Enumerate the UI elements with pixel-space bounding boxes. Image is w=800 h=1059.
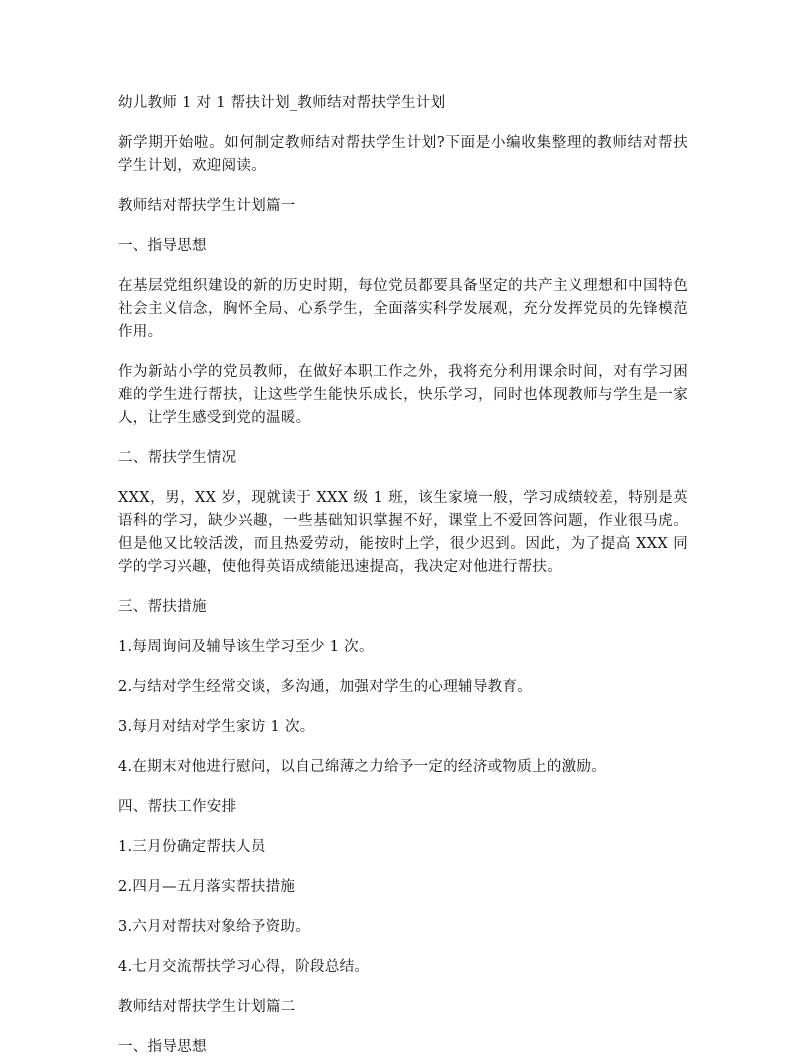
intro-paragraph: 新学期开始啦。如何制定教师结对帮扶学生计划?下面是小编收集整理的教师结对帮扶学生计划，欢迎阅读。 [118, 135, 688, 174]
part1-section2-paragraph: XXX，男，XX 岁，现就读于 XXX 级 1 班，该生家境一般，学习成绩较差，特别是英语科的学习，缺少兴趣，一些基础知识掌握不好，课堂上不爱回答问题，作业很马虎。但是他又比较活泼，而且热爱劳动，能按时上学，很少迟到。因此，为了提高 XXX 同学的学习兴趣，使他得英语成绩能迅速提高，我决定对他进行帮扶。 [118, 490, 688, 575]
schedule-item-3: 3.六月对帮扶对象给予资助。 [118, 919, 311, 935]
part1-section1-paragraph-2: 作为新站小学的党员教师，在做好本职工作之外，我将充分利用课余时间，对有学习困难的学生进行帮扶，让这些学生能快乐成长，快乐学习，同时也体现教师与学生是一家人，让学生感受到党的温暖。 [118, 364, 688, 426]
part1-title: 教师结对帮扶学生计划篇一 [118, 198, 296, 214]
measure-item-4: 4.在期末对他进行慰问，以自己绵薄之力给予一定的经济或物质上的激励。 [118, 759, 607, 775]
measure-item-1: 1.每周询问及辅导该生学习至少 1 次。 [118, 639, 374, 655]
part1-section1-paragraph-1: 在基层党组织建设的新的历史时期，每位党员都要具备坚定的共产主义理想和中国特色社会主义信念，胸怀全局、心系学生，全面落实科学发展观，充分发挥党员的先锋模范作用。 [118, 278, 688, 340]
part2-title: 教师结对帮扶学生计划篇二 [118, 999, 296, 1015]
measure-item-3: 3.每月对结对学生家访 1 次。 [118, 719, 315, 735]
schedule-item-2: 2.四月—五月落实帮扶措施 [118, 879, 296, 895]
part1-section2-heading: 二、帮扶学生情况 [118, 450, 237, 466]
document-title: 幼儿教师 1 对 1 帮扶计划_教师结对帮扶学生计划 [118, 95, 446, 111]
part2-section1-heading: 一、指导思想 [118, 1039, 207, 1055]
part1-section1-heading: 一、指导思想 [118, 238, 207, 254]
schedule-item-4: 4.七月交流帮扶学习心得，阶段总结。 [118, 959, 370, 975]
schedule-item-1: 1.三月份确定帮扶人员 [118, 839, 266, 855]
part1-section3-heading: 三、帮扶措施 [118, 599, 207, 615]
part1-section4-heading: 四、帮扶工作安排 [118, 799, 237, 815]
measure-item-2: 2.与结对学生经常交谈，多沟通，加强对学生的心理辅导教育。 [118, 679, 533, 695]
document-body [118, 92, 688, 1059]
